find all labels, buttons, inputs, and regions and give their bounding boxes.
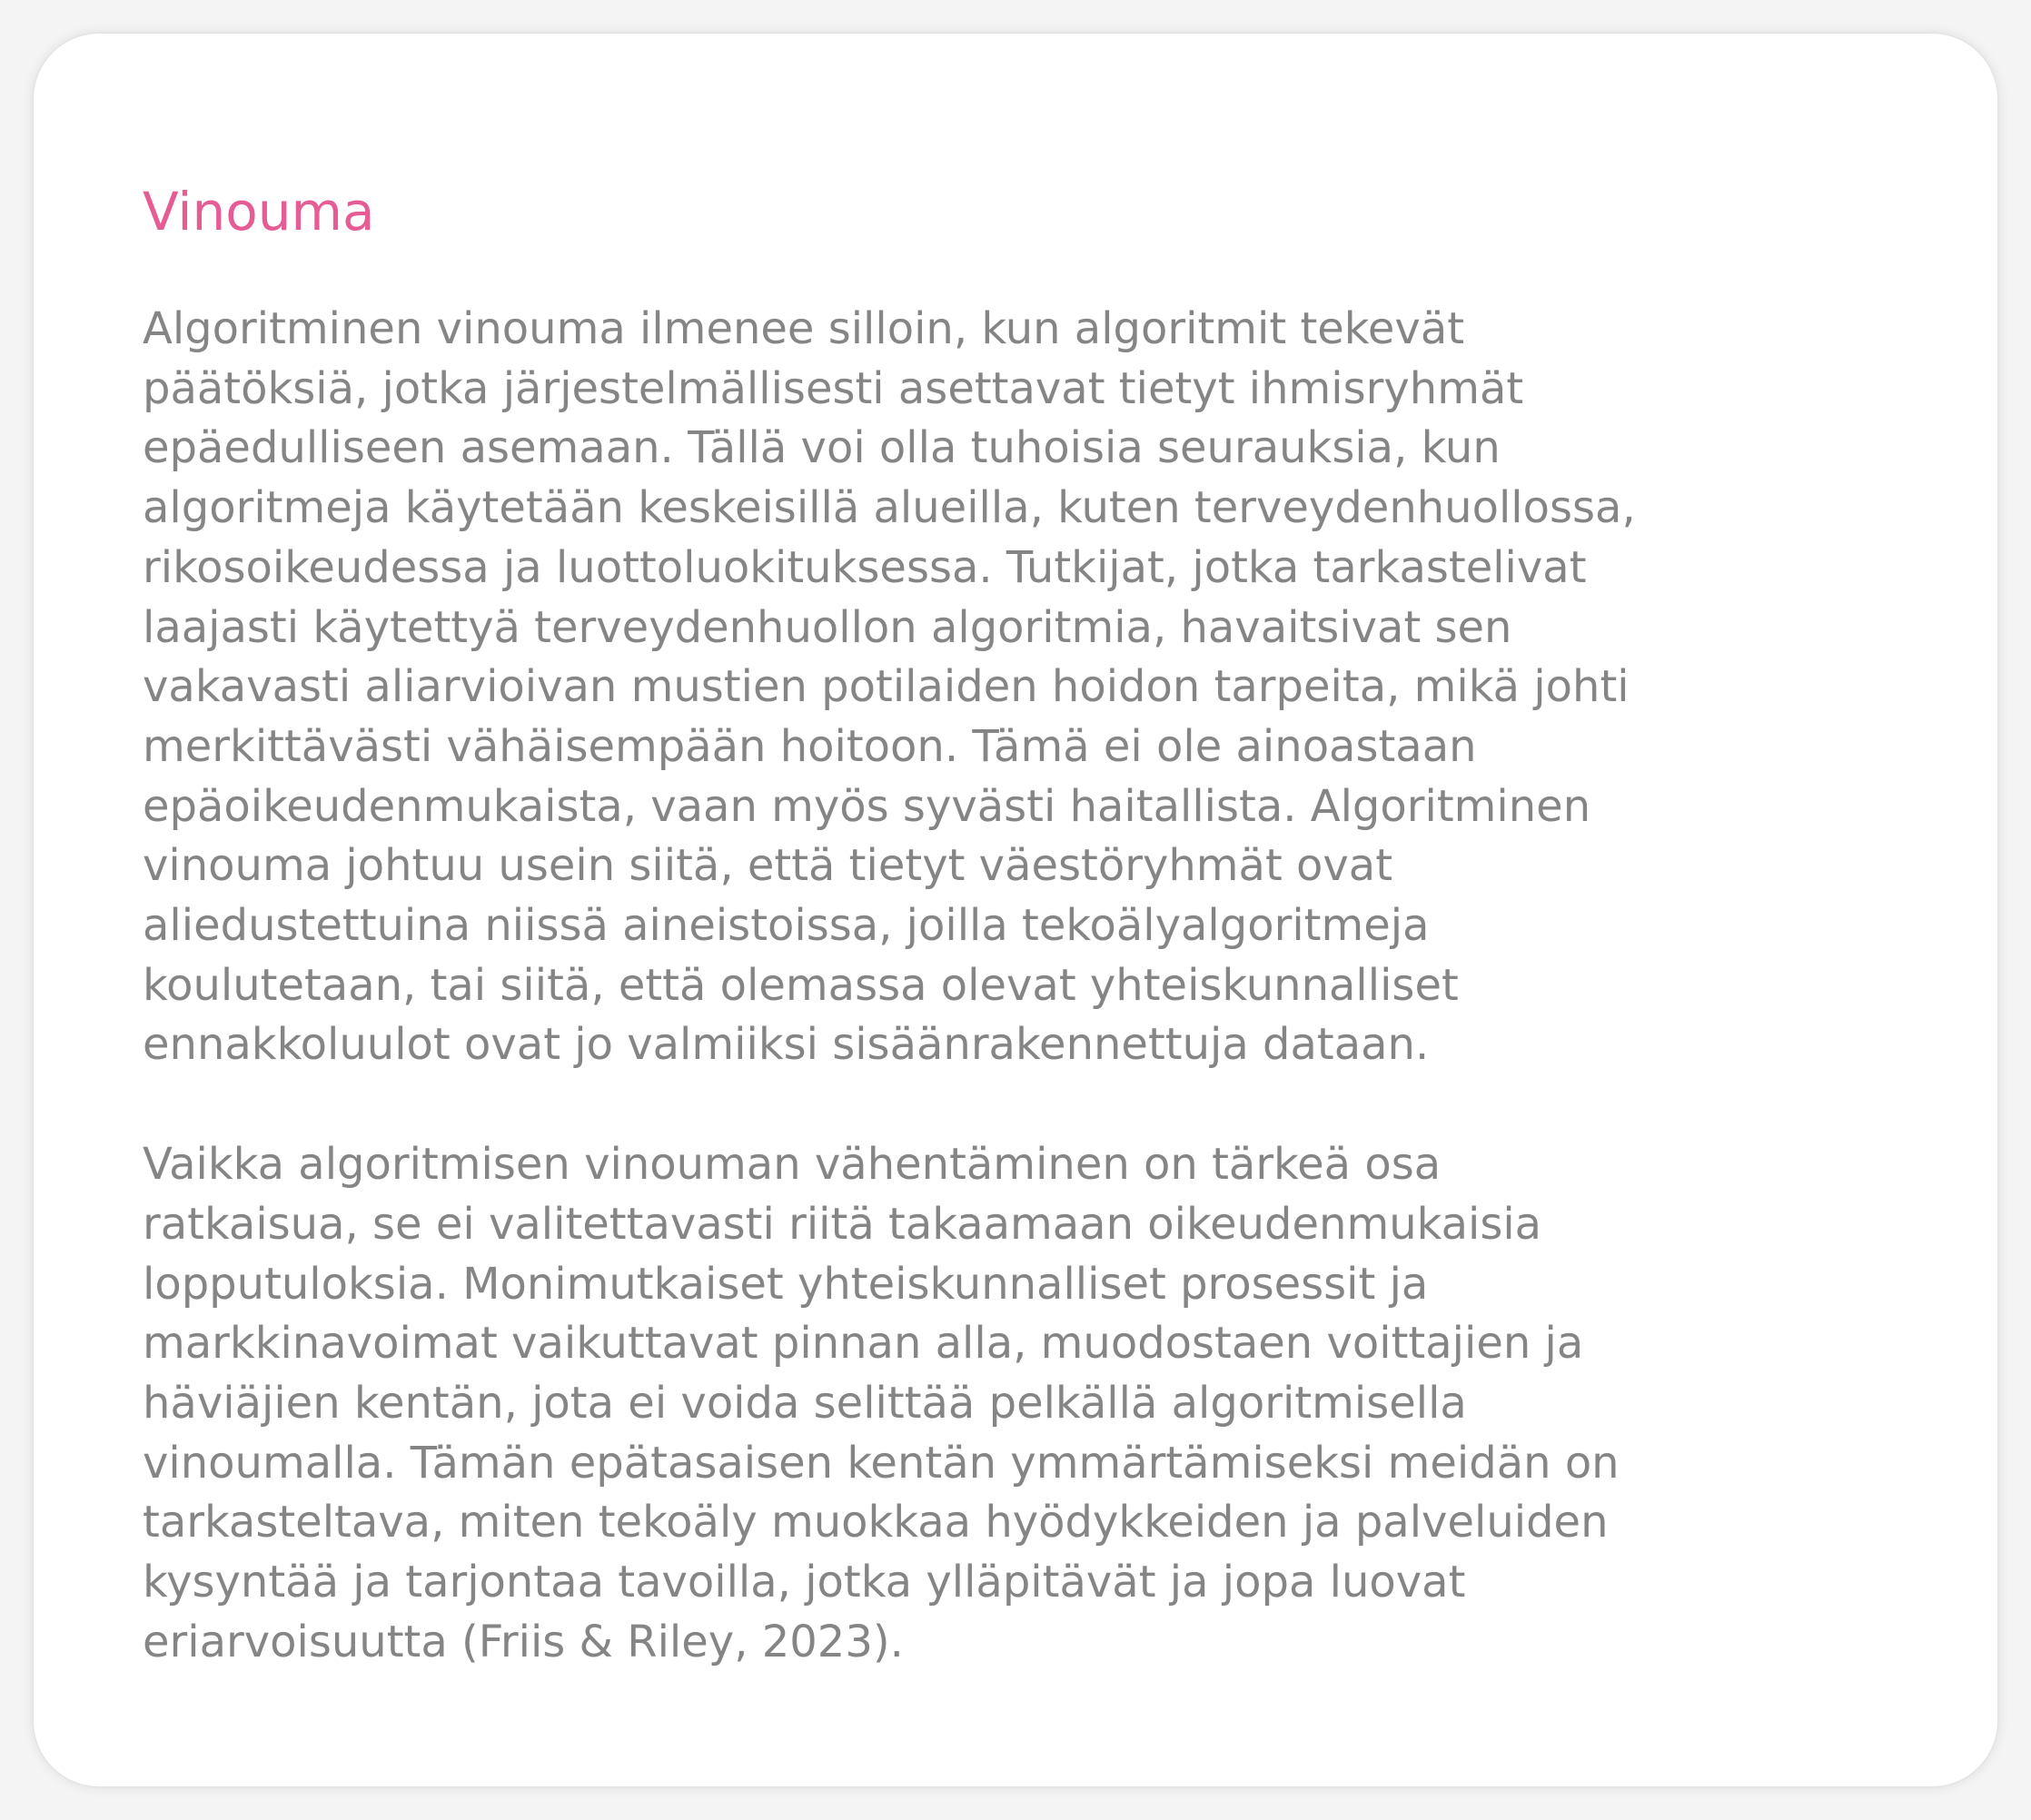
text-line: vinouma johtuu usein siitä, että tietyt väestöryhmät ovat <box>143 840 1393 892</box>
paragraph-1 <box>143 300 1897 1075</box>
text-line: aliedustettuina niissä aineistoissa, joilla tekoälyalgoritmeja <box>143 900 1430 952</box>
text-line: kysyntää ja tarjontaa tavoilla, jotka ylläpitävät ja jopa luovat <box>143 1557 1466 1608</box>
text-line: rikosoikeudessa ja luottoluokituksessa. Tutkijat, jotka tarkastelivat <box>143 541 1587 593</box>
text-line: päätöksiä, jotka järjestelmällisesti asettavat tietyt ihmisryhmät <box>143 362 1524 414</box>
text-line: tarkasteltava, miten tekoäly muokkaa hyödykkeiden ja palveluiden <box>143 1497 1609 1548</box>
text-line: lopputuloksia. Monimutkaiset yhteiskunnalliset prosessit ja <box>143 1258 1429 1310</box>
text-line: vinoumalla. Tämän epätasaisen kentän ymmärtämiseksi meidän on <box>143 1437 1620 1489</box>
text-line: Vaikka algoritmisen vinouman vähentäminen on tärkeä osa <box>143 1139 1442 1191</box>
text-line: ratkaisua, se ei valitettavasti riitä takaamaan oikeudenmukaisia <box>143 1198 1542 1250</box>
text-line: häviäjien kentän, jota ei voida selittää pelkällä algoritmisella <box>143 1377 1467 1429</box>
text-line: algoritmeja käytetään keskeisillä alueilla, kuten terveydenhuollossa, <box>143 482 1636 534</box>
content-card <box>34 34 1997 1786</box>
text-line: vakavasti aliarvioivan mustien potilaiden hoidon tarpeita, mikä johti <box>143 661 1630 713</box>
text-line: koulutetaan, tai siitä, että olemassa olevat yhteiskunnalliset <box>143 959 1459 1011</box>
text-line: markkinavoimat vaikuttavat pinnan alla, muodostaen voittajien ja <box>143 1318 1584 1370</box>
text-line: laajasti käytettyä terveydenhuollon algoritmia, havaitsivat sen <box>143 601 1512 653</box>
section-title: Vinouma <box>143 181 375 242</box>
text-line: Algoritminen vinouma ilmenee silloin, kun algoritmit tekevät <box>143 303 1465 354</box>
text-line: ennakkoluulot ovat jo valmiiksi sisäänrakennettuja dataan. <box>143 1019 1430 1071</box>
text-line: eriarvoisuutta (Friis & Riley, 2023). <box>143 1616 904 1667</box>
text-line: merkittävästi vähäisempään hoitoon. Tämä ei ole ainoastaan <box>143 720 1477 772</box>
paragraph-2 <box>143 1135 1897 1672</box>
text-line: epäedulliseen asemaan. Tällä voi olla tuhoisia seurauksia, kun <box>143 422 1501 474</box>
text-line: epäoikeudenmukaista, vaan myös syvästi haitallista. Algoritminen <box>143 780 1591 832</box>
